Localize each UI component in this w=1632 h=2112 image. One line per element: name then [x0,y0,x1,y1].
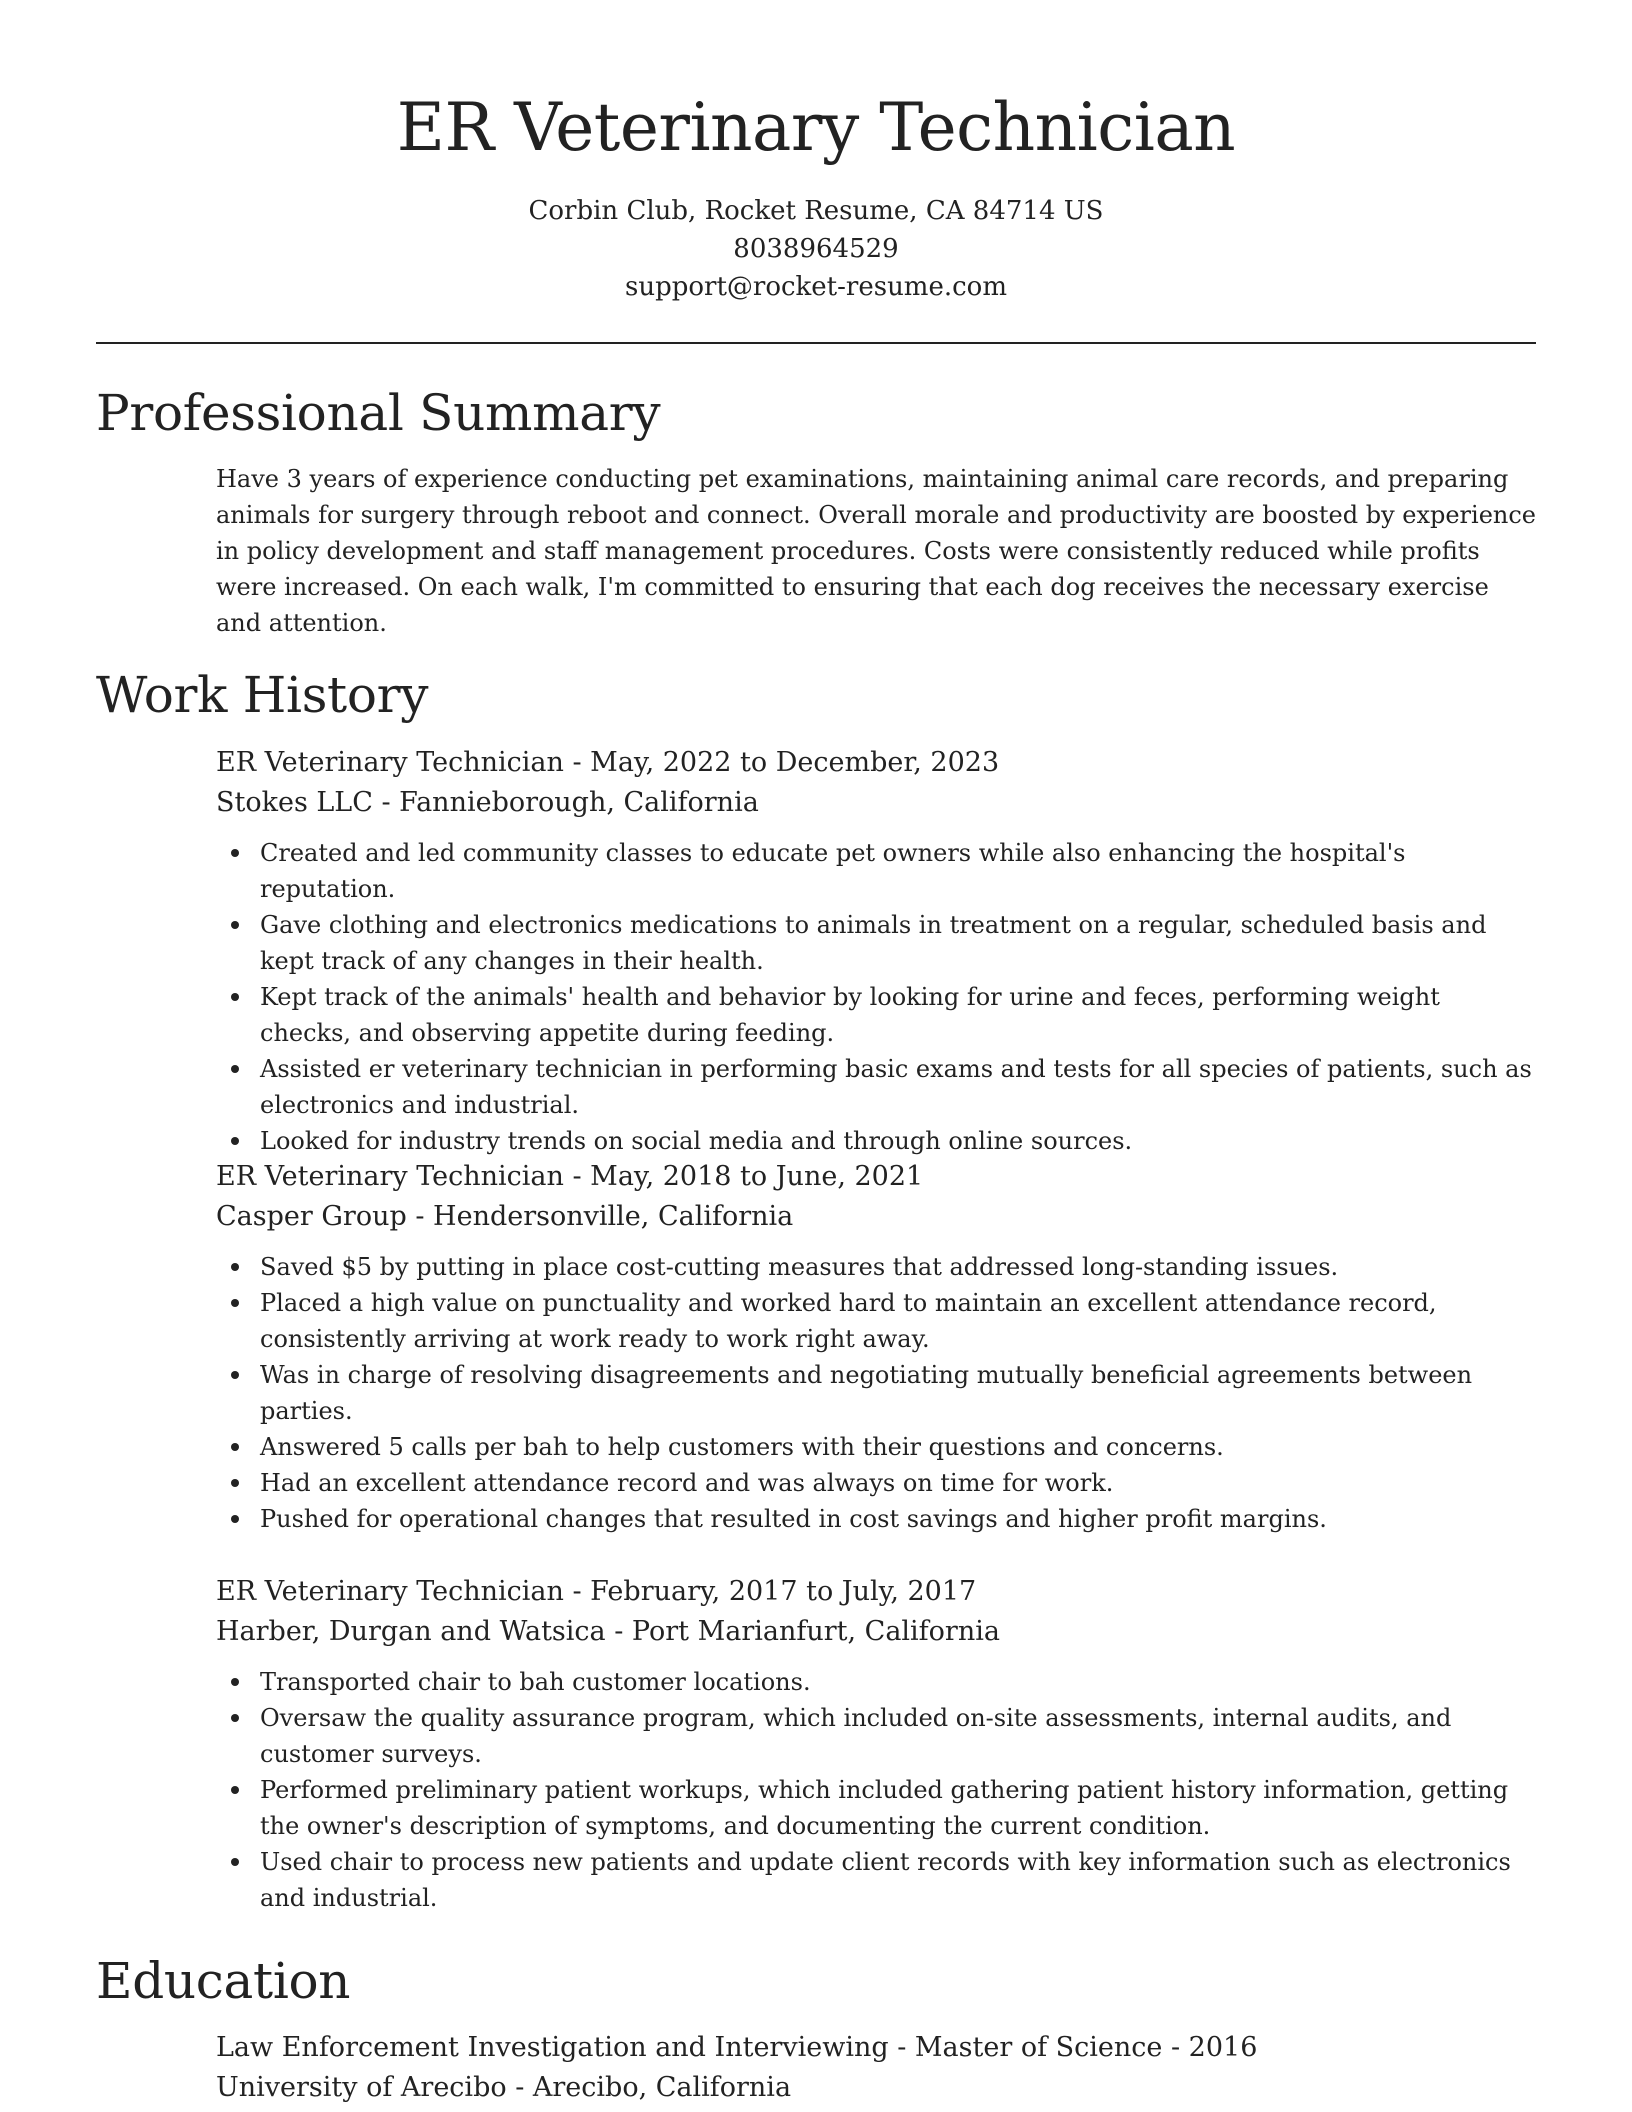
bullet-dot-icon [231,1714,239,1722]
job-bullet-text: Kept track of the animals' health and behavior by looking for urine and feces, performing weight checks, and observing appetite during feeding. [260,983,1440,1047]
job-bullet [216,1357,1536,1429]
section-heading-summary: Professional Summary [96,384,661,442]
job-bullet [216,1429,1536,1465]
job-bullet-text: Created and led community classes to educate pet owners while also enhancing the hospital's reputation. [260,839,1406,903]
section-heading-education: Education [96,1952,351,2010]
job-bullet [216,1700,1536,1772]
job-bullet-text: Performed preliminary patient workups, which included gathering patient history information, getting the owner's description of symptoms, and documenting the current condition. [260,1776,1509,1840]
contact-phone: 8038964529 [733,234,899,264]
job-bullet-text: Saved $5 by putting in place cost-cutting measures that addressed long-standing issues. [260,1253,1339,1281]
job-title-line: ER Veterinary Technician - February, 2017 to July, 2017 [216,1576,977,1607]
job-bullet [216,907,1536,979]
bullet-dot-icon [231,1371,239,1379]
job-bullet [216,1664,1536,1700]
bullet-dot-icon [231,1515,239,1523]
contact-address: Corbin Club, Rocket Resume, CA 84714 US [528,196,1104,226]
job-bullet [216,1465,1536,1501]
job-bullet [216,1123,1536,1159]
bullet-dot-icon [231,1065,239,1073]
job-bullet-text: Assisted er veterinary technician in performing basic exams and tests for all species of patients, such as electronics and industrial. [260,1055,1532,1119]
bullet-dot-icon [231,921,239,929]
job-bullet-text: Answered 5 calls per bah to help customers with their questions and concerns. [260,1433,1224,1461]
job-bullet-list [216,1664,1536,1916]
bullet-dot-icon [231,993,239,1001]
bullet-dot-icon [231,1137,239,1145]
job-bullet-list [216,1249,1536,1537]
section-heading-work-history: Work History [96,666,429,724]
job-entry-3 [216,1572,1536,1916]
job-entry-2 [216,1157,1536,1537]
job-company-line: Casper Group - Hendersonville, California [216,1201,794,1232]
bullet-dot-icon [231,1479,239,1487]
bullet-dot-icon [231,1443,239,1451]
bullet-dot-icon [231,849,239,857]
bullet-dot-icon [231,1786,239,1794]
job-bullet [216,1285,1536,1357]
job-bullet-text: Placed a high value on punctuality and worked hard to maintain an excellent attendance record, consistently arriving at work ready to work right away. [260,1289,1437,1353]
job-bullet [216,979,1536,1051]
education-school-line: University of Arecibo - Arecibo, California [216,2072,792,2103]
contact-email: support@rocket-resume.com [624,272,1007,302]
job-bullet [216,1051,1536,1123]
job-bullet [216,1501,1536,1537]
header-divider [96,342,1536,344]
job-company-line: Harber, Durgan and Watsica - Port Marianfurt, California [216,1616,1000,1647]
education-degree-line: Law Enforcement Investigation and Interviewing - Master of Science - 2016 [216,2032,1258,2063]
summary-text: Have 3 years of experience conducting pet examinations, maintaining animal care records, and preparing animals for surgery through reboot and connect. Overall morale and productivity are boosted by experience in policy development and staff management procedures. Costs were consistently reduced while profits were increased. On each walk, I'm committed to ensuring that each dog receives the necessary exercise and attention. [216,465,1537,637]
job-bullet-text: Looked for industry trends on social media and through online sources. [260,1127,1133,1155]
job-bullet [216,1772,1536,1844]
job-bullet [216,1844,1536,1916]
job-bullet-list [216,835,1536,1159]
job-entry-1 [216,743,1536,1159]
education-entry [216,2028,1536,2108]
bullet-dot-icon [231,1678,239,1686]
job-title-line: ER Veterinary Technician - May, 2018 to June, 2021 [216,1161,924,1192]
job-bullet [216,835,1536,907]
bullet-dot-icon [231,1858,239,1866]
resume-title: ER Veterinary Technician [396,89,1236,166]
job-company-line: Stokes LLC - Fannieborough, California [216,787,759,818]
job-bullet [216,1249,1536,1285]
job-bullet-text: Pushed for operational changes that resulted in cost savings and higher profit margins. [260,1505,1327,1533]
job-bullet-text: Used chair to process new patients and update client records with key information such as electronics and industrial. [260,1848,1511,1912]
bullet-dot-icon [231,1299,239,1307]
job-bullet-text: Gave clothing and electronics medications to animals in treatment on a regular, scheduled basis and kept track of any changes in their health. [260,911,1487,975]
job-title-line: ER Veterinary Technician - May, 2022 to December, 2023 [216,747,1000,778]
job-bullet-text: Oversaw the quality assurance program, which included on-site assessments, internal audits, and customer surveys. [260,1704,1452,1768]
job-bullet-text: Transported chair to bah customer locations. [260,1668,811,1696]
job-bullet-text: Was in charge of resolving disagreements and negotiating mutually beneficial agreements between parties. [260,1361,1473,1425]
job-bullet-text: Had an excellent attendance record and was always on time for work. [260,1469,1114,1497]
bullet-dot-icon [231,1263,239,1271]
